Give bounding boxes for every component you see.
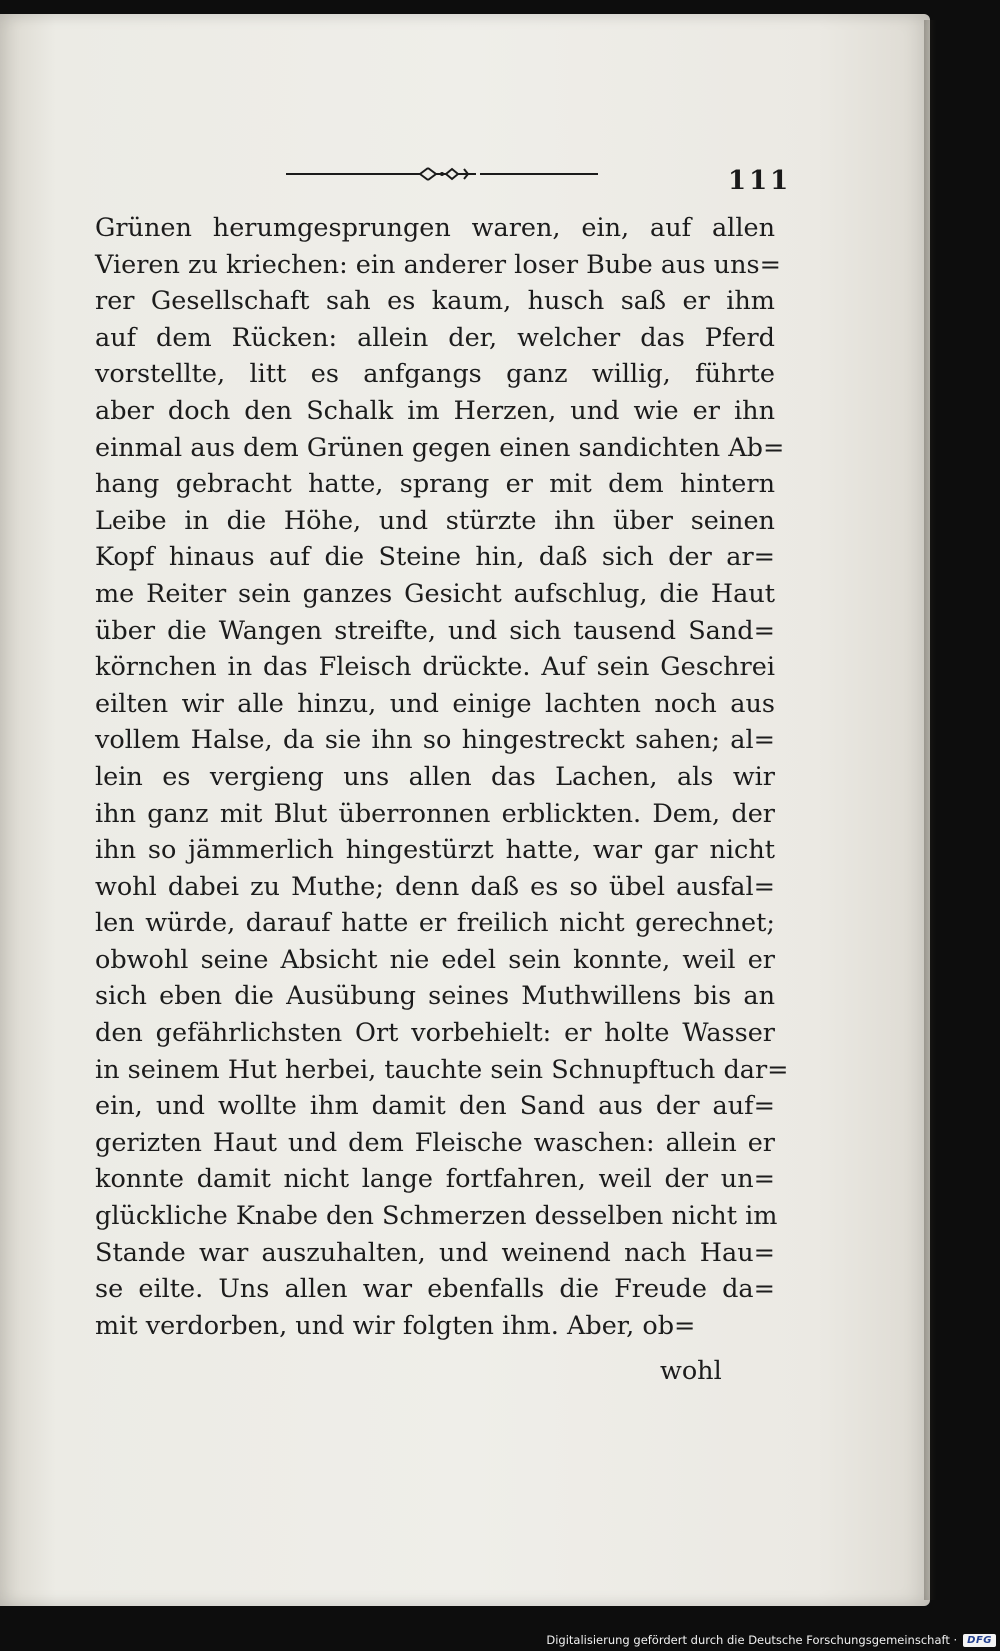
book-page <box>0 14 930 1606</box>
text-line: se eilte. Uns allen war ebenfalls die Freude da= <box>95 1274 775 1305</box>
text-line: Grünen herumgesprungen waren, ein, auf allen <box>95 213 775 243</box>
text-line: eilten wir alle hinzu, und einige lachten noch aus <box>95 688 775 719</box>
digitization-credit-bar <box>546 1629 1000 1651</box>
fleuron-ornament-icon <box>406 164 478 184</box>
text-line: vollem Halse, da sie ihn so hingestreckt sahen; al= <box>95 725 775 756</box>
text-line: sich eben die Ausübung seines Muthwillens bis an <box>95 981 775 1012</box>
text-line: den gefährlichsten Ort vorbehielt: er holte Wasser <box>95 1018 775 1049</box>
body-text <box>95 210 789 1344</box>
text-line: ihn so jämmerlich hingestürzt hatte, war gar nicht <box>95 835 775 866</box>
text-line: ihn ganz mit Blut überronnen erblickten. Dem, der <box>95 798 775 829</box>
text-line: mit verdorben, und wir folgten ihm. Aber, ob= <box>95 1310 696 1341</box>
text-line: len würde, darauf hatte er freilich nicht gerechnet; <box>95 908 775 939</box>
text-line: Vieren zu kriechen: ein anderer loser Bube aus uns= <box>95 249 781 280</box>
rule-right <box>480 173 598 175</box>
text-line: glückliche Knabe den Schmerzen desselben nicht im <box>95 1201 778 1232</box>
header-ornament-rule <box>286 164 598 184</box>
text-line: Stande war auszuhalten, und weinend nach Hau= <box>95 1237 775 1268</box>
text-line: hang gebracht hatte, sprang er mit dem hintern <box>95 469 775 500</box>
catchword: wohl <box>660 1356 722 1386</box>
text-line: auf dem Rücken: allein der, welcher das Pferd <box>95 322 775 353</box>
text-line: me Reiter sein ganzes Gesicht aufschlug, die Haut <box>95 578 775 609</box>
text-line: aber doch den Schalk im Herzen, und wie er ihn <box>95 395 775 426</box>
text-line: Leibe in die Höhe, und stürzte ihn über seinen <box>95 505 775 536</box>
text-line: gerizten Haut und dem Fleische waschen: allein er <box>95 1127 775 1158</box>
text-line: Kopf hinaus auf die Steine hin, daß sich der ar= <box>95 542 775 573</box>
text-line: konnte damit nicht lange fortfahren, weil der un= <box>95 1164 775 1195</box>
text-line: ein, und wollte ihm damit den Sand aus der auf= <box>95 1091 775 1122</box>
text-line: vorstellte, litt es anfgangs ganz willig, führte <box>95 359 775 390</box>
text-line: obwohl seine Absicht nie edel sein konnte, weil er <box>95 944 775 975</box>
text-line: in seinem Hut herbei, tauchte sein Schnupftuch dar= <box>95 1054 789 1085</box>
dfg-logo: DFG <box>963 1634 996 1647</box>
page-edge-shadow <box>924 20 936 1600</box>
rule-left <box>286 173 408 175</box>
text-line: wohl dabei zu Muthe; denn daß es so übel ausfal= <box>95 871 775 902</box>
text-line: körnchen in das Fleisch drückte. Auf sein Geschrei <box>95 652 775 683</box>
text-line: rer Gesellschaft sah es kaum, husch saß er ihm <box>95 286 775 317</box>
credit-text: Digitalisierung gefördert durch die Deutsche Forschungsgemeinschaft · <box>546 1633 958 1647</box>
page-number: 111 <box>728 166 792 196</box>
text-line: einmal aus dem Grünen gegen einen sandichten Ab= <box>95 432 785 463</box>
text-line: lein es vergieng uns allen das Lachen, als wir <box>95 761 775 792</box>
text-line: über die Wangen streifte, und sich tausend Sand= <box>95 615 775 646</box>
